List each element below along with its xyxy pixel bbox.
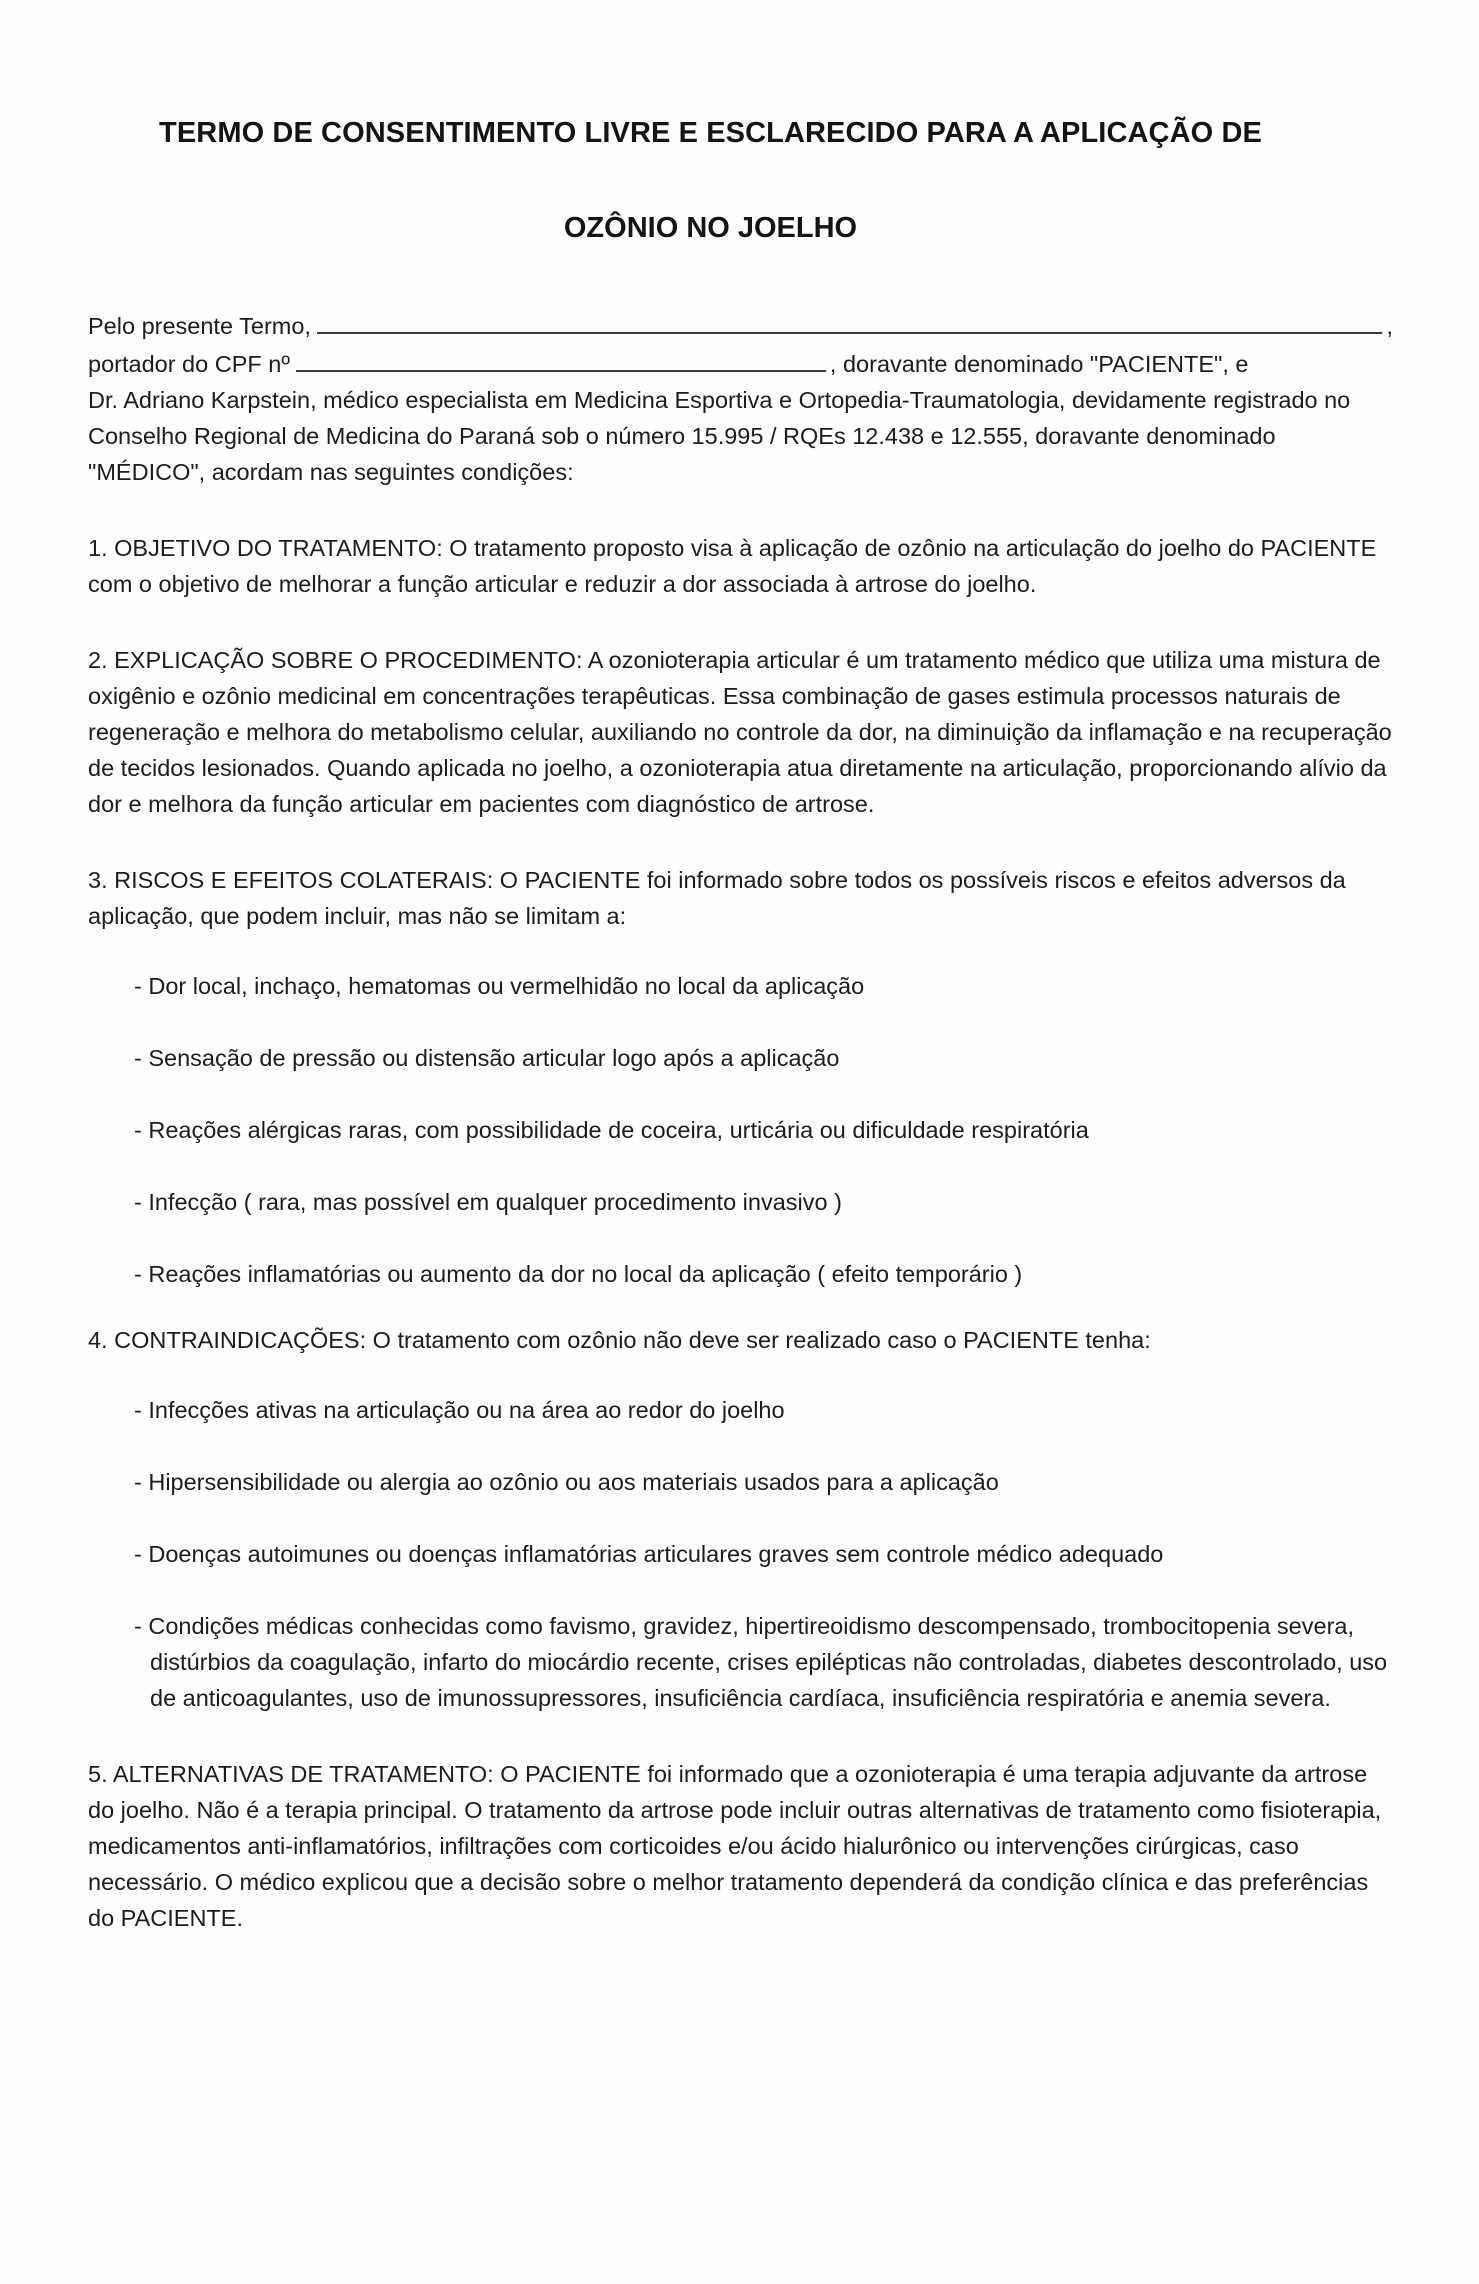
section-riscos-text: 3. RISCOS E EFEITOS COLATERAIS: O PACIENTE foi informado sobre todos os possíveis riscos e efeitos adversos da aplicação, que podem incluir, mas não se limitam a: <box>88 867 1346 930</box>
list-item <box>88 1040 1398 1076</box>
patient-cpf-label: portador do CPF nº <box>88 351 290 378</box>
section-contraindicacoes-text: 4. CONTRAINDICAÇÕES: O tratamento com ozônio não deve ser realizado caso o PACIENTE tenha: <box>88 1327 1151 1354</box>
list-item-text: - Dor local, inchaço, hematomas ou vermelhidão no local da aplicação <box>134 973 865 1000</box>
document-title-line2: OZÔNIO NO JOELHO <box>563 212 858 245</box>
patient-cpf-field[interactable] <box>296 344 826 372</box>
section-riscos-bullets <box>88 968 1398 1292</box>
list-item-text: - Hipersensibilidade ou alergia ao ozônio ou aos materiais usados para a aplicação <box>134 1469 999 1496</box>
document-content <box>88 0 1398 1936</box>
list-item <box>88 1112 1398 1148</box>
list-item-text: - Doenças autoimunes ou doenças inflamatórias articulares graves sem controle médico adequado <box>134 1541 1164 1568</box>
list-item-text: - Sensação de pressão ou distensão articular logo após a aplicação <box>134 1045 840 1072</box>
document-title-line1: TERMO DE CONSENTIMENTO LIVRE E ESCLARECIDO PARA A APLICAÇÃO DE <box>159 117 1262 149</box>
section-riscos <box>88 862 1398 1292</box>
section-explicacao <box>88 642 1398 822</box>
section-contraindicacoes-bullets <box>88 1392 1398 1716</box>
doctor-paragraph: Dr. Adriano Karpstein, médico especialista em Medicina Esportiva e Ortopedia-Traumatologia, devidamente registrado no Conselho Regional de Medicina do Paraná sob o número 15.995 / RQEs 12.438 e 12.555, doravante denominado "MÉDICO", acordam nas seguintes condições: <box>88 387 1351 486</box>
section-alternativas <box>88 1756 1398 1936</box>
list-item-text: - Reações inflamatórias ou aumento da dor no local da aplicação ( efeito temporário ) <box>134 1261 1023 1288</box>
patient-cpf-row <box>88 344 1393 382</box>
list-item <box>88 968 1398 1004</box>
patient-name-field[interactable] <box>317 306 1383 334</box>
list-item <box>88 1392 1398 1428</box>
list-item <box>88 1184 1398 1220</box>
section-objetivo-text: 1. OBJETIVO DO TRATAMENTO: O tratamento proposto visa à aplicação de ozônio na articulação do joelho do PACIENTE com o objetivo de melhorar a função articular e reduzir a dor associada à artrose do joelho. <box>88 535 1377 598</box>
section-objetivo <box>88 530 1398 602</box>
section-alternativas-text: 5. ALTERNATIVAS DE TRATAMENTO: O PACIENTE foi informado que a ozonioterapia é uma terapia adjuvante da artrose do joelho. Não é a terapia principal. O tratamento da artrose pode incluir outras alternativas de tratamento como fisioterapia, medicamentos anti-inflamatórios, infiltrações com corticoides e/ou ácido hialurônico ou intervenções cirúrgicas, caso necessário. O médico explicou que a decisão sobre o melhor tratamento dependerá da condição clínica e das preferências do PACIENTE. <box>88 1761 1382 1932</box>
list-item-text: - Infecção ( rara, mas possível em qualquer procedimento invasivo ) <box>134 1189 842 1216</box>
patient-name-label: Pelo presente Termo, <box>88 313 311 340</box>
list-item <box>88 1608 1398 1716</box>
list-item-text: - Reações alérgicas raras, com possibilidade de coceira, urticária ou dificuldade respiratória <box>134 1117 1089 1144</box>
list-item-text: - Condições médicas conhecidas como favismo, gravidez, hipertireoidismo descompensado, trombocitopenia severa, distúrbios da coagulação, infarto do miocárdio recente, crises epilépticas não controladas, diabetes descontrolado, uso de anticoagulantes, uso de imunossupressores, insuficiência cardíaca, insuficiência respiratória e anemia severa. <box>134 1613 1388 1712</box>
list-item <box>88 1256 1398 1292</box>
intro-block <box>88 306 1398 490</box>
list-item <box>88 1464 1398 1500</box>
patient-name-row <box>88 306 1393 344</box>
list-item-text: - Infecções ativas na articulação ou na área ao redor do joelho <box>134 1397 785 1424</box>
section-explicacao-text: 2. EXPLICAÇÃO SOBRE O PROCEDIMENTO: A ozonioterapia articular é um tratamento médico que utiliza uma mistura de oxigênio e ozônio medicinal em concentrações terapêuticas. Essa combinação de gases estimula processos naturais de regeneração e melhora do metabolismo celular, auxiliando no controle da dor, na diminuição da inflamação e na recuperação de tecidos lesionados. Quando aplicada no joelho, a ozonioterapia atua diretamente na articulação, proporcionando alívio da dor e melhora da função articular em pacientes com diagnóstico de artrose. <box>88 647 1392 818</box>
list-item <box>88 1536 1398 1572</box>
section-contraindicacoes <box>88 1322 1398 1716</box>
patient-cpf-suffix: , doravante denominado "PACIENTE", e <box>829 351 1249 378</box>
patient-name-trailing-comma: , <box>1386 313 1393 340</box>
